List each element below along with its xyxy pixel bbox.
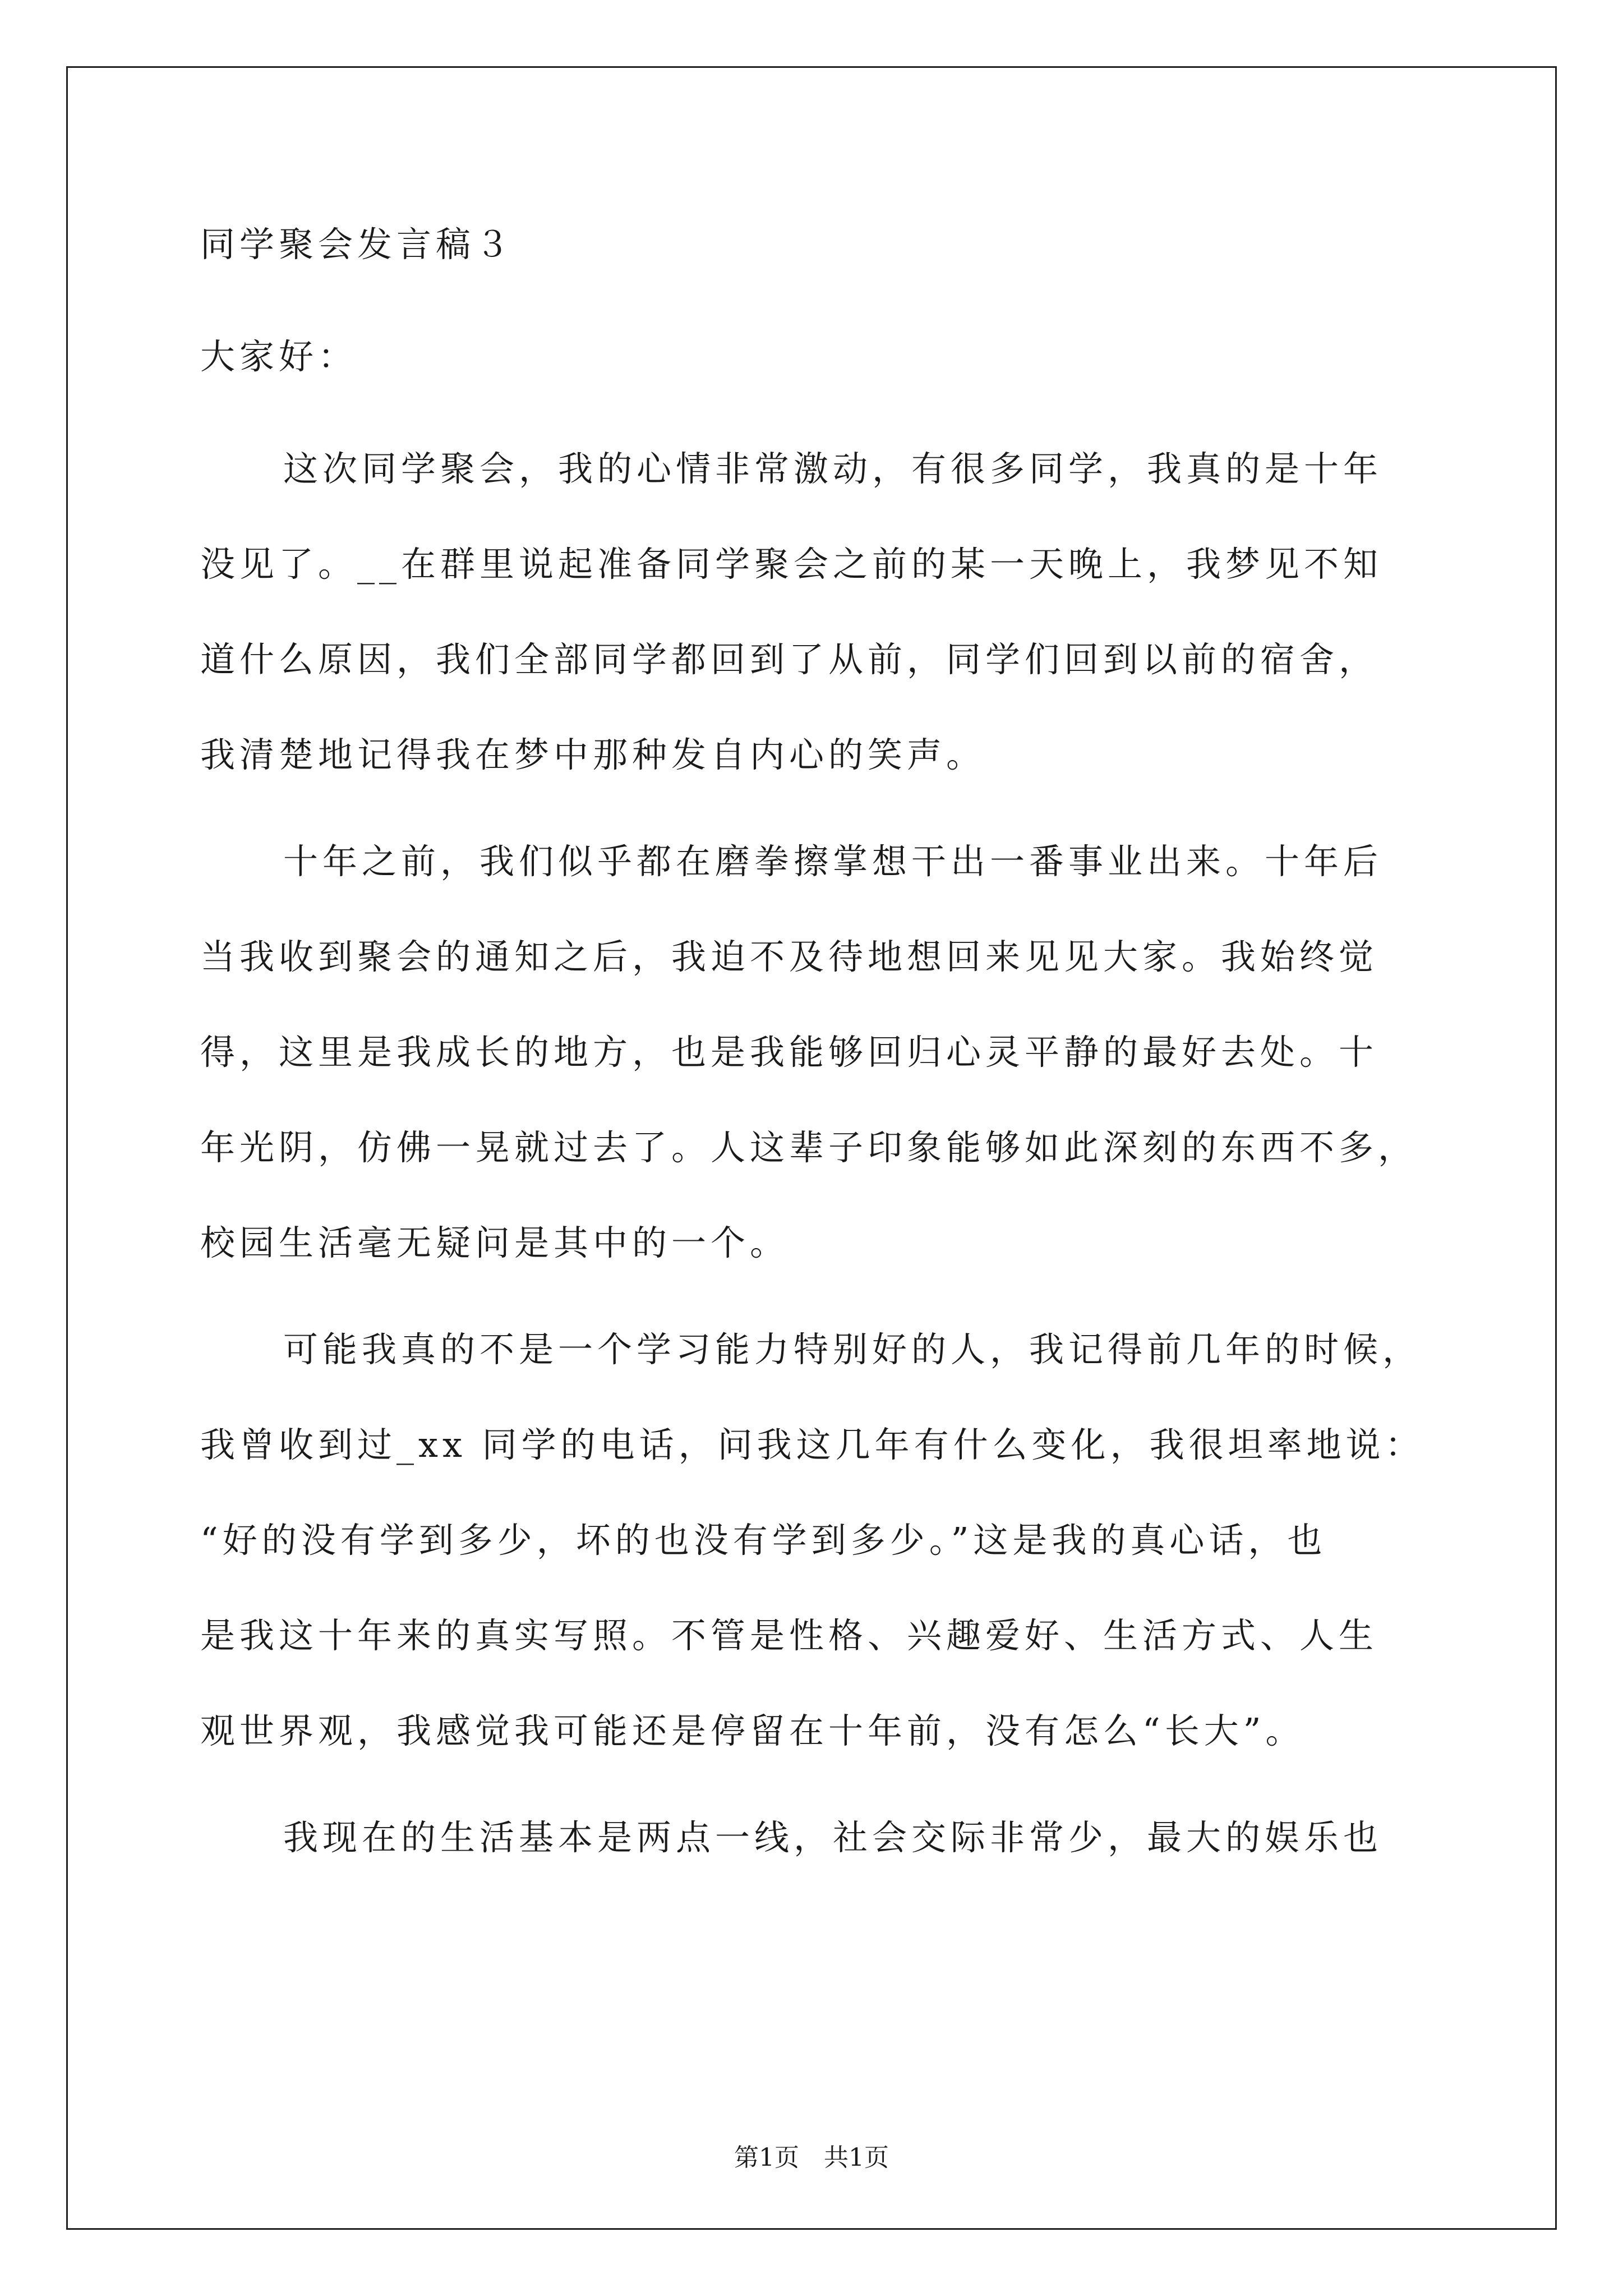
paragraph-line: 十年之前，我们似乎都在磨拳擦掌想干出一番事业出来。十年后 <box>283 841 1383 882</box>
paragraph-line: 观世界观，我感觉我可能还是停留在十年前，没有怎么“长大”。 <box>200 1710 1305 1751</box>
paragraph-line: 没见了。__在群里说起准备同学聚会之前的某一天晚上，我梦见不知 <box>200 544 1383 585</box>
paragraph-line: 当我收到聚会的通知之后，我迫不及待地想回来见见大家。我始终觉 <box>200 936 1378 977</box>
paragraph-line: 年光阴，仿佛一晃就过去了。人这辈子印象能够如此深刻的东西不多， <box>200 1127 1418 1168</box>
paragraph-line: 这次同学聚会，我的心情非常激动，有很多同学，我真的是十年 <box>283 448 1383 489</box>
page-number-footer: 第1页 共1页 <box>734 2143 889 2172</box>
document-title: 同学聚会发言稿３ <box>200 224 515 265</box>
salutation: 大家好： <box>200 336 358 377</box>
paragraph-line: 是我这十年来的真实写照。不管是性格、兴趣爱好、生活方式、人生 <box>200 1615 1378 1656</box>
paragraph-line: 得，这里是我成长的地方，也是我能够回归心灵平静的最好去处。十 <box>200 1032 1378 1073</box>
paragraph-line: 可能我真的不是一个学习能力特别好的人，我记得前几年的时候， <box>283 1329 1422 1370</box>
paragraph-line: “好的没有学到多少，坏的也没有学到多少。”这是我的真心话，也 <box>200 1520 1327 1561</box>
paragraph-line: 校园生活毫无疑问是其中的一个。 <box>200 1222 790 1263</box>
paragraph-line: 道什么原因，我们全部同学都回到了从前，同学们回到以前的宿舍， <box>200 639 1378 680</box>
paragraph-line: 我现在的生活基本是两点一线，社会交际非常少，最大的娱乐也 <box>283 1817 1383 1858</box>
paragraph-line: 我曾收到过_xx 同学的电话，问我这几年有什么变化，我很坦率地说： <box>200 1424 1424 1465</box>
paragraph-line: 我清楚地记得我在梦中那种发自内心的笑声。 <box>200 734 986 775</box>
